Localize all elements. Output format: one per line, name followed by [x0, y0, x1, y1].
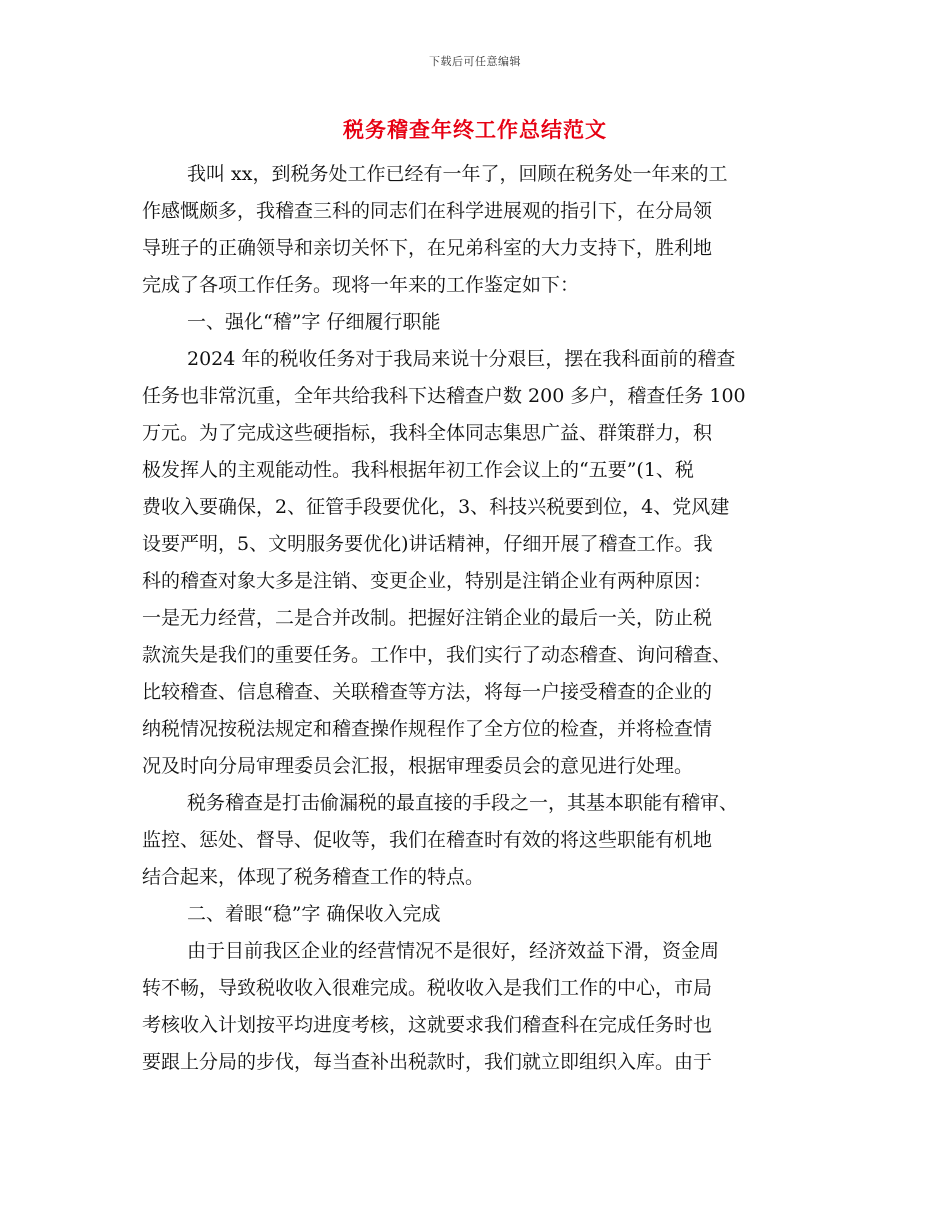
text-line: 2024 年的税收任务对于我局来说十分艰巨，摆在我科面前的稽查	[187, 348, 736, 370]
text-line: 考核收入计划按平均进度考核，这就要求我们稽查科在完成任务时也	[142, 1014, 713, 1036]
text-line: 结合起来，体现了税务稽查工作的特点。	[142, 866, 485, 888]
text-line: 一是无力经营，二是合并改制。把握好注销企业的最后一关，防止税	[142, 607, 713, 629]
text-line: 万元。为了完成这些硬指标，我科全体同志集思广益、群策群力，积	[142, 422, 713, 444]
text-line: 比较稽查、信息稽查、关联稽查等方法，将每一户接受稽查的企业的	[142, 681, 713, 703]
text-line: 任务也非常沉重，全年共给我科下达稽查户数 200 多户，稽查任务 100	[142, 385, 746, 407]
document-body	[142, 156, 812, 1081]
text-line: 费收入要确保，2、征管手段要优化，3、科技兴税要到位，4、党风建	[142, 496, 730, 518]
text-line: 税务稽查是打击偷漏税的最直接的手段之一，其基本职能有稽审、	[187, 792, 739, 814]
text-line: 导班子的正确领导和亲切关怀下，在兄弟科室的大力支持下，胜利地	[142, 237, 713, 259]
text-line: 我叫 xx，到税务处工作已经有一年了，回顾在税务处一年来的工	[187, 163, 728, 185]
text-line: 作感慨颇多，我稽查三科的同志们在科学进展观的指引下，在分局领	[142, 200, 713, 222]
text-line: 科的稽查对象大多是注销、变更企业，特别是注销企业有两种原因：	[142, 570, 713, 592]
text-line: 款流失是我们的重要任务。工作中，我们实行了动态稽查、询问稽查、	[142, 644, 732, 666]
text-line: 一、强化“稽”字 仔细履行职能	[187, 311, 441, 333]
text-line: 纳税情况按税法规定和稽查操作规程作了全方位的检查，并将检查情	[142, 718, 713, 740]
text-line: 设要严明，5、文明服务要优化)讲话精神，仔细开展了稽查工作。我	[142, 533, 713, 555]
text-line: 完成了各项工作任务。现将一年来的工作鉴定如下：	[142, 274, 580, 296]
text-line: 况及时向分局审理委员会汇报，根据审理委员会的意见进行处理。	[142, 755, 694, 777]
text-line: 要跟上分局的步伐，每当查补出税款时，我们就立即组织入库。由于	[142, 1051, 713, 1073]
text-line: 由于目前我区企业的经营情况不是很好，经济效益下滑，资金周	[187, 940, 720, 962]
text-line: 二、着眼“稳”字 确保收入完成	[187, 903, 441, 925]
header-note: 下载后可任意编辑	[429, 55, 521, 68]
document-title: 税务稽查年终工作总结范文	[343, 117, 607, 142]
text-line: 转不畅，导致税收收入很难完成。税收收入是我们工作的中心，市局	[142, 977, 713, 999]
text-line: 监控、惩处、督导、促收等，我们在稽查时有效的将这些职能有机地	[142, 829, 713, 851]
text-line: 极发挥人的主观能动性。我科根据年初工作会议上的“五要”(1、税	[142, 459, 694, 481]
